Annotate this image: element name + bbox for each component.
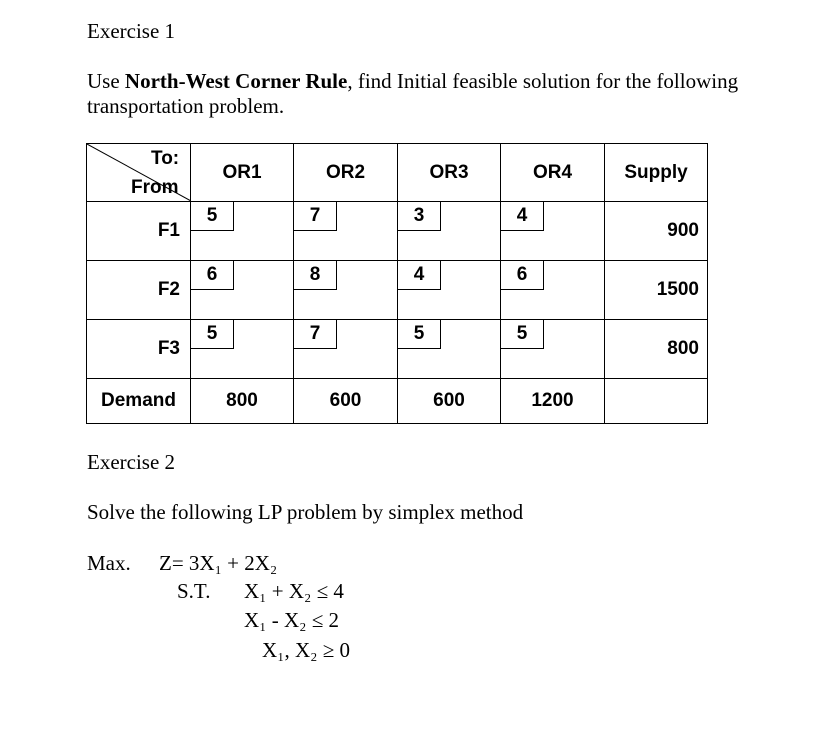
supply-cell xyxy=(605,261,708,320)
exercise-1-heading: Exercise 1 xyxy=(87,19,176,43)
demand-label: Demand xyxy=(87,379,191,424)
table-row xyxy=(87,202,708,261)
column-header: OR4 xyxy=(501,144,605,202)
cost-box: 8 xyxy=(294,261,337,290)
cost-box: 6 xyxy=(501,261,544,290)
table-row xyxy=(87,320,708,379)
row-label-cell xyxy=(87,261,191,320)
cost-cell xyxy=(501,202,605,261)
constraint-2: X₁ - X₂ ≤ 2 xyxy=(244,608,339,632)
cost-cell xyxy=(501,261,605,320)
intro-rule-name: North-West Corner Rule xyxy=(124,69,348,93)
table-corner-cell xyxy=(87,144,191,202)
cost-cell xyxy=(398,320,501,379)
cost-box: 5 xyxy=(501,320,544,349)
cost-cell xyxy=(398,261,501,320)
demand-value: 600 xyxy=(294,379,398,424)
cost-box: 5 xyxy=(191,202,234,231)
demand-row xyxy=(87,379,708,424)
cost-cell xyxy=(191,202,294,261)
cost-box: 3 xyxy=(398,202,441,231)
exercise-2-heading: Exercise 2 xyxy=(87,450,176,474)
cost-box: 6 xyxy=(191,261,234,290)
cost-cell xyxy=(294,202,398,261)
row-label-cell xyxy=(87,320,191,379)
cost-cell xyxy=(398,202,501,261)
exercise-2-instructions: Solve the following LP problem by simplex method xyxy=(87,500,524,524)
cost-box: 4 xyxy=(501,202,544,231)
row-label: F1 xyxy=(157,220,180,241)
non-negativity-constraint: X₁, X₂ ≥ 0 xyxy=(262,638,350,662)
cost-box: 5 xyxy=(398,320,441,349)
table-row xyxy=(87,261,708,320)
demand-value: 1200 xyxy=(501,379,605,424)
transportation-table xyxy=(86,143,708,424)
supply-value: 1500 xyxy=(656,279,699,300)
row-label-cell xyxy=(87,202,191,261)
column-header: OR3 xyxy=(398,144,501,202)
cost-box: 5 xyxy=(191,320,234,349)
exercise-1-instructions xyxy=(87,69,787,119)
cost-cell xyxy=(294,320,398,379)
subject-to-label: S.T. xyxy=(177,579,211,603)
supply-header: Supply xyxy=(605,144,708,202)
cost-box: 7 xyxy=(294,202,337,231)
max-label: Max. xyxy=(87,551,131,575)
supply-cell xyxy=(605,320,708,379)
table-header-row xyxy=(87,144,708,202)
row-label: F3 xyxy=(157,338,180,359)
corner-from-label: From xyxy=(131,177,179,198)
row-label: F2 xyxy=(157,279,180,300)
constraint-1: X₁ + X₂ ≤ 4 xyxy=(244,579,344,603)
cost-box: 4 xyxy=(398,261,441,290)
column-header: OR1 xyxy=(191,144,294,202)
cost-cell xyxy=(191,320,294,379)
demand-empty-cell xyxy=(605,379,708,424)
intro-suffix: , find Initial feasible solution for the following transportation problem. xyxy=(87,69,739,118)
column-header: OR2 xyxy=(294,144,398,202)
cost-box: 7 xyxy=(294,320,337,349)
supply-cell xyxy=(605,202,708,261)
cost-cell xyxy=(501,320,605,379)
cost-cell xyxy=(191,261,294,320)
demand-value: 800 xyxy=(191,379,294,424)
corner-to-label: To: xyxy=(151,148,180,169)
intro-prefix: Use xyxy=(87,69,125,93)
supply-value: 900 xyxy=(667,220,699,241)
objective-function: Z= 3X₁ + 2X₂ xyxy=(159,551,278,575)
supply-value: 800 xyxy=(667,338,699,359)
demand-value: 600 xyxy=(398,379,501,424)
cost-cell xyxy=(294,261,398,320)
